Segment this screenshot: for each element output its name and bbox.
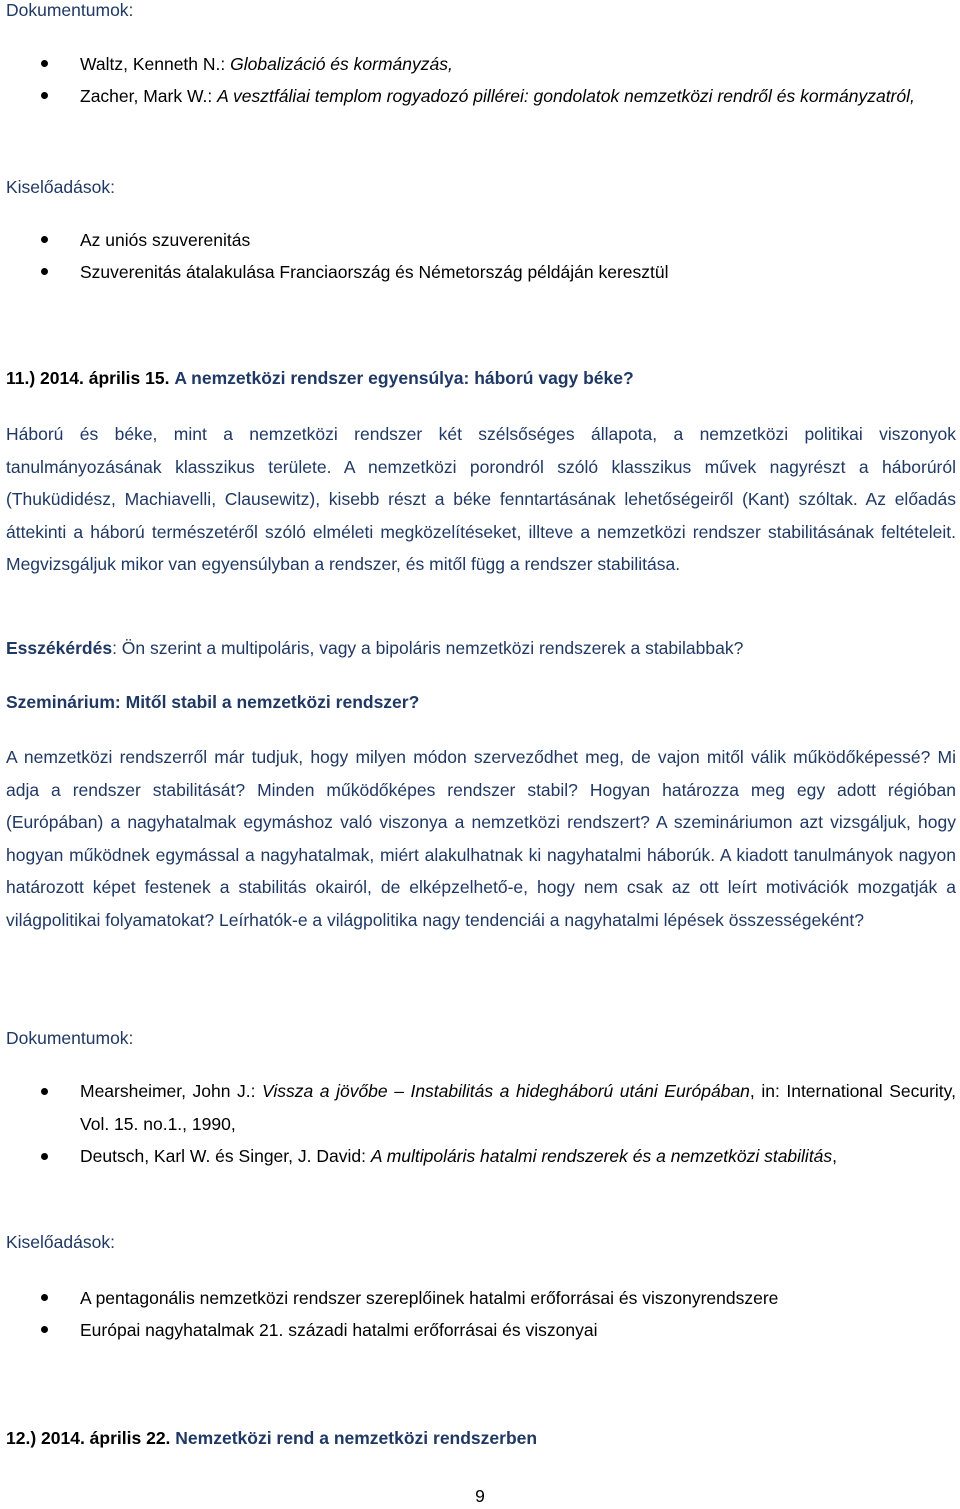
- presentations-heading: Kiselőadások:: [6, 177, 115, 197]
- session-11-heading: [6, 370, 634, 388]
- list-item: Waltz, Kenneth N.: Globalizáció és kormányzás,: [0, 48, 956, 80]
- lecture-description: Háború és béke, mint a nemzetközi rendszer két szélsőséges állapota, a nemzetközi politikai viszonyok tanulmányozásának klasszikus területe. A nemzetközi porondról szóló klasszikus művek nagyrészt a háborúról (Thuküdidész, Machiavelli, Clausewitz), kisebb részt a béke fenntartásának lehetőségeiről (Kant) szóltak. Az előadás áttekinti a háború természetéről szóló elméleti megközelítéseket, illteve a nemzetközi rendszer stabilitásának feltételeit. Megvizsgáljuk mikor van egyensúlyban a rendszer, és mitől függ a rendszer stabilitása.: [6, 424, 956, 574]
- list-item: Deutsch, Karl W. és Singer, J. David: A multipoláris hatalmi rendszerek és a nemzetközi stabilitás,: [0, 1140, 956, 1173]
- documents-heading: Dokumentumok:: [6, 0, 134, 20]
- page-number: 9: [475, 1486, 485, 1506]
- essay-label: Esszékérdés: [6, 638, 113, 658]
- session-12-heading: [6, 1430, 537, 1448]
- list-item: Szuverenitás átalakulása Franciaország és Németország példáján keresztül: [0, 256, 956, 288]
- presentations-list: [0, 224, 956, 288]
- essay-text: : Ön szerint a multipoláris, vagy a bipoláris nemzetközi rendszerek a stabilabbak?: [112, 638, 744, 658]
- documents-heading: Dokumentumok:: [6, 1028, 134, 1048]
- list-item: A pentagonális nemzetközi rendszer szereplőinek hatalmi erőforrásai és viszonyrendszere: [0, 1282, 956, 1314]
- list-item: Európai nagyhatalmak 21. századi hatalmi erőforrásai és viszonyai: [0, 1314, 956, 1346]
- documents-list: [0, 48, 956, 112]
- session-date: 11.) 2014. április 15.: [6, 368, 170, 388]
- session-title: A nemzetközi rendszer egyensúlya: háború vagy béke?: [174, 368, 634, 388]
- session-date: 12.) 2014. április 22.: [6, 1428, 171, 1448]
- documents-list: [0, 1075, 956, 1173]
- presentations-heading: Kiselőadások:: [6, 1232, 115, 1252]
- session-title: Nemzetközi rend a nemzetközi rendszerben: [175, 1428, 538, 1448]
- list-item: Mearsheimer, John J.: Vissza a jövőbe – Instabilitás a hidegháború utáni Európában, in: International Security, Vol. 15. no.1., 1990,: [0, 1075, 956, 1140]
- seminar-description: A nemzetközi rendszerről már tudjuk, hogy milyen módon szerveződhet meg, de vajon mitől válik működőképessé? Mi adja a rendszer stabilitását? Minden működőképes rendszer stabil? Hogyan határozza meg egy adott régióban (Európában) a nagyhatalmak egymáshoz való viszonya a nemzetközi rendszert? A szemináriumon azt vizsgáljuk, hogy hogyan működnek egymással a nagyhatalmak, miért alakulhatnak ki nagyhatalmi háborúk. A kiadott tanulmányok nagyon határozott képet festenek a stabilitás okairól, de elképzelhető-e, hogy nem csak az ott leírt motivációk mozgatják a világpolitikai folyamatokat? Leírhatók-e a világpolitika nagy tendenciái a nagyhatalmi lépések összességeként?: [6, 747, 956, 930]
- list-item: Zacher, Mark W.: A vesztfáliai templom rogyadozó pillérei: gondolatok nemzetközi rendről és kormányzatról,: [0, 80, 956, 112]
- essay-question: [6, 640, 743, 658]
- list-item: Az uniós szuverenitás: [0, 224, 956, 256]
- seminar-title: Szeminárium: Mitől stabil a nemzetközi rendszer?: [6, 692, 420, 712]
- presentations-list: [0, 1282, 956, 1346]
